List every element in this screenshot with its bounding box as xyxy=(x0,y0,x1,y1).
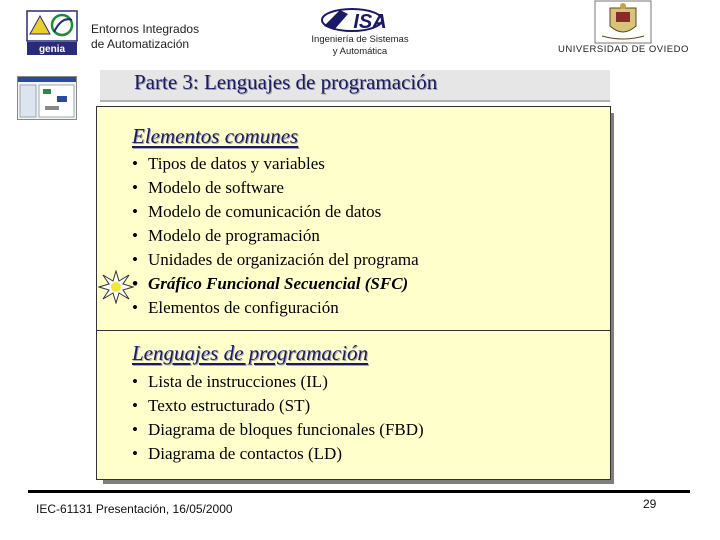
isa-logo xyxy=(318,4,400,34)
list-lenguajes xyxy=(132,370,424,466)
footer-text: IEC-61131 Presentación, 16/05/2000 xyxy=(36,502,233,516)
header-org-left-line-2: de Automatización xyxy=(91,37,190,51)
list-item: • Modelo de comunicación de datos xyxy=(132,200,419,224)
list-item: • Modelo de software xyxy=(132,176,419,200)
header-org-left-line-1: Entornos Integrados xyxy=(91,22,200,36)
header-org-center xyxy=(300,34,420,58)
list-item: • Unidades de organización del programa xyxy=(132,248,419,272)
list-item: • Diagrama de contactos (LD) xyxy=(132,442,424,466)
app-thumbnail-icon xyxy=(17,76,77,120)
list-item: • Elementos de configuración xyxy=(132,296,419,320)
section-divider xyxy=(96,330,611,331)
list-item: • Tipos de datos y variables xyxy=(132,152,419,176)
isa-logo-text: ISA xyxy=(353,11,387,33)
header-org-right: UNIVERSIDAD DE OVIEDO xyxy=(558,44,689,55)
section-title-elementos-comunes: Elementos comunes xyxy=(132,124,299,148)
page-number: 29 xyxy=(643,497,657,511)
starburst-icon xyxy=(98,270,134,304)
genia-logo xyxy=(26,10,78,56)
header-org-left xyxy=(91,22,199,52)
section-title-lenguajes: Lenguajes de programación xyxy=(132,341,369,365)
genia-logo-text: genia xyxy=(38,44,66,55)
university-crest-icon xyxy=(594,0,652,44)
footer-rule xyxy=(28,490,690,493)
list-item-highlighted: • Gráfico Funcional Secuencial (SFC) xyxy=(132,272,419,296)
list-item: • Diagrama de bloques funcionales (FBD) xyxy=(132,418,424,442)
header-org-center-line-1: Ingeniería de Sistemas xyxy=(311,34,409,45)
list-item: • Texto estructurado (ST) xyxy=(132,394,424,418)
list-elementos-comunes xyxy=(132,152,419,320)
list-item: • Modelo de programación xyxy=(132,224,419,248)
header-org-center-line-2: y Automática xyxy=(332,46,388,57)
list-item: • Lista de instrucciones (IL) xyxy=(132,370,424,394)
slide-title: Parte 3: Lenguajes de programación xyxy=(134,70,438,94)
